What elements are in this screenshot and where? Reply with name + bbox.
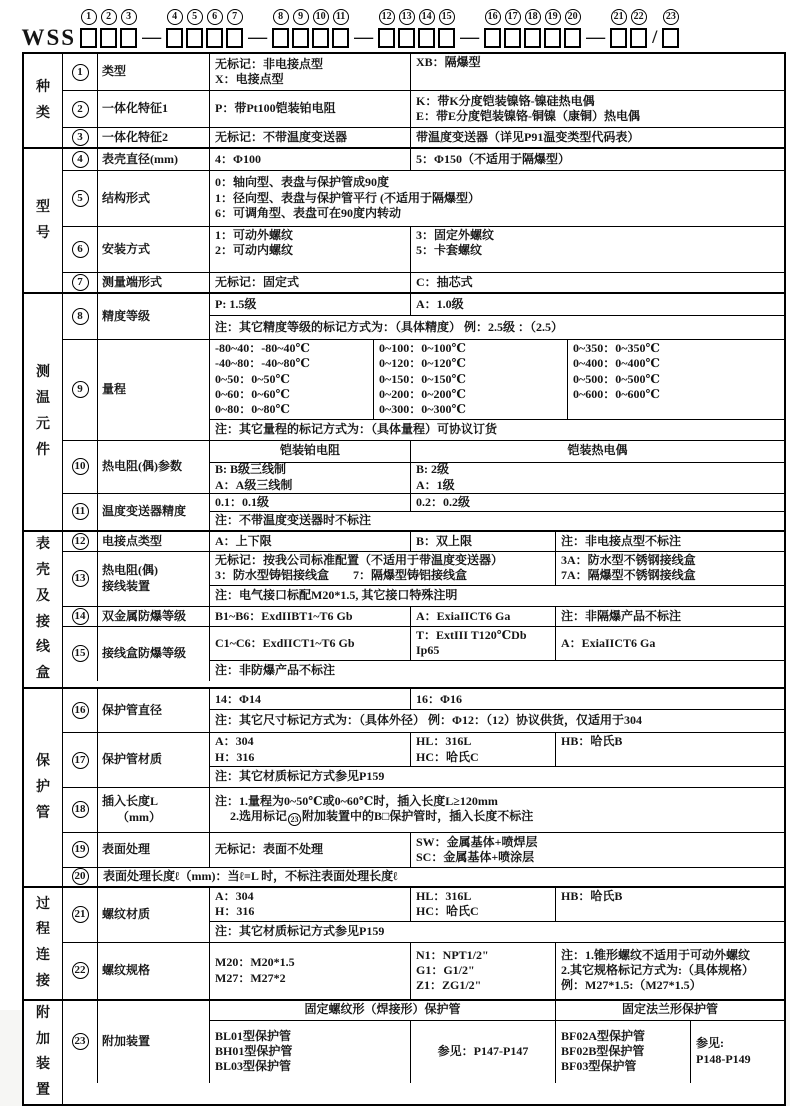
code-digit: 10: [313, 9, 329, 25]
option-line: 1：径向型、表盘与保护管平行 (不适用于隔爆型）: [215, 190, 480, 205]
row-label: 热电阻(偶)参数: [98, 441, 210, 493]
option-line: B：双上限: [416, 533, 473, 548]
code-box: [186, 28, 203, 48]
option-line: E：带E分度铠装镍铬-铜镍（康铜）热电偶: [416, 109, 641, 123]
dash-separator: —: [586, 27, 606, 48]
option-line: 4：Φ100: [215, 151, 261, 166]
option-line: 0.1：0.1级: [215, 494, 270, 509]
row-label: 插入长度L （mm）: [98, 788, 210, 832]
option-cell: [210, 494, 410, 511]
model-code-header: [0, 0, 790, 48]
code-box: [120, 28, 137, 48]
row-number: 18: [63, 788, 98, 832]
code-prefix-unit: [22, 6, 78, 48]
code-digit: 16: [485, 9, 501, 25]
code-digit: 6: [207, 9, 223, 25]
option-cell: [410, 607, 555, 626]
option-line: X：电接点型: [215, 72, 284, 86]
option-line: BH01型保护管: [215, 1043, 293, 1058]
table-row-8: [63, 294, 784, 339]
option-cell: [210, 91, 410, 127]
table-row-1: [63, 54, 784, 90]
code-digit: 15: [439, 9, 455, 25]
code-box: [332, 28, 349, 48]
option-line: A：ExiaIICT6 Ga: [561, 635, 656, 650]
code-box: [312, 28, 329, 48]
code-digit: 4: [167, 9, 183, 25]
reference-line: 参见:: [696, 1036, 724, 1051]
option-line: 0~600：0~600℃: [573, 387, 660, 402]
code-box: [418, 28, 435, 48]
row-label: 热电阻(偶) 接线装置: [98, 552, 210, 606]
row-label: 结构形式: [98, 171, 210, 226]
row-number: 10: [63, 441, 98, 493]
note-line: 注：其它尺寸标记方式为：（具体外径） 例：Φ12：（12）协议供货，仅适用于304: [210, 709, 784, 732]
option-line: 无标记：不带温度变送器: [215, 129, 348, 144]
option-cell: [555, 943, 784, 999]
option-cell: [210, 273, 410, 292]
row-label: 附加装置: [98, 1001, 210, 1083]
option-line: A：304: [215, 734, 254, 749]
option-line: 7A：隔爆型不锈钢接线盒: [561, 568, 696, 583]
option-cell: [410, 532, 555, 551]
code-digit: 3: [121, 9, 137, 25]
code-digit: 20: [565, 9, 581, 25]
option-line: 14：Φ14: [215, 691, 261, 706]
range-cell: [210, 340, 373, 419]
table-row-10: [63, 440, 784, 493]
row-label: 量程: [98, 340, 210, 440]
merged-row-cell: [98, 868, 784, 886]
code-digit: 23: [663, 9, 679, 25]
row-number: 23: [63, 1001, 98, 1083]
option-line: 注：非隔爆产品不标注: [561, 608, 682, 623]
option-line: M20：M20*1.5: [215, 955, 295, 970]
option-line: B: 2级: [416, 462, 450, 477]
code-box: [564, 28, 581, 48]
code-digit: 11: [333, 9, 349, 25]
option-cell: [555, 552, 784, 585]
row-label: 精度等级: [98, 294, 210, 339]
code-box: [544, 28, 561, 48]
code-box: [484, 28, 501, 48]
option-line: 0~350：0~350℃: [573, 341, 660, 355]
code-box: [630, 28, 647, 48]
code-digit: 2: [101, 9, 117, 25]
code-digit: 21: [611, 9, 627, 25]
option-line: N1：NPT1/2": [416, 947, 489, 962]
note-line: 注：非防爆产品不标注: [210, 660, 784, 681]
code-digit: 12: [379, 9, 395, 25]
code-digit: 19: [545, 9, 561, 25]
option-line: 0~200：0~200℃: [379, 387, 466, 402]
note-line: 注：其它精度等级的标记方式为：（具体精度） 例：2.5级 ：（2.5）: [210, 315, 784, 339]
row-label: 表面处理: [98, 833, 210, 867]
row-number: 8: [63, 294, 98, 339]
option-cell: [410, 227, 784, 272]
band-thermowell: [24, 687, 784, 886]
option-line: -80~40：-80~40℃: [215, 341, 310, 355]
option-cell: [555, 607, 784, 626]
reference-cell: [410, 1021, 555, 1083]
model-code-line: [20, 6, 790, 48]
row-label: 安装方式: [98, 227, 210, 272]
code-digit: 14: [419, 9, 435, 25]
option-line: 无标记：按我公司标准配置（不适用于带温度变送器）: [215, 553, 504, 568]
row-number: 1: [63, 54, 98, 90]
option-line: 5：卡套螺纹: [416, 243, 483, 258]
option-cell: [210, 171, 784, 226]
table-row-20: [63, 867, 784, 886]
option-line: HB：哈氏B: [561, 888, 623, 903]
table-row-12: [63, 532, 784, 551]
option-cell: [410, 149, 784, 170]
row-number: 14: [63, 607, 98, 626]
option-line: 注：非电接点型不标注: [561, 533, 682, 548]
option-cell: [410, 128, 784, 147]
option-line: 0~400：0~400℃: [573, 356, 660, 371]
option-line: P: 1.5级: [215, 296, 257, 311]
option-line: 16：Φ16: [416, 691, 462, 706]
reference-cell: [690, 1021, 784, 1083]
option-line: 带温度变送器（详见P91温变类型代码表）: [416, 129, 640, 144]
option-line: 3A：防水型不锈钢接线盒: [561, 553, 696, 568]
dash-separator: —: [142, 27, 162, 48]
insertion-note-cell: [210, 788, 784, 832]
option-line: -40~80：-40~80℃: [215, 356, 310, 371]
table-row-21: [63, 888, 784, 942]
option-line: BF03型保护管: [561, 1059, 637, 1074]
code-digit: 22: [631, 9, 647, 25]
option-cell: [410, 463, 784, 493]
band-category: [24, 54, 784, 147]
code-digit: 13: [399, 9, 415, 25]
note-line: 注：1.锥形螺纹不适用于可动外螺纹: [561, 947, 751, 962]
option-line: 无标记：固定式: [215, 274, 300, 289]
option-cell: [410, 294, 784, 315]
option-cell: [555, 532, 784, 551]
option-cell: [410, 627, 555, 660]
code-box: [662, 28, 679, 48]
row-label: 类型: [98, 54, 210, 90]
option-line: M27：M27*2: [215, 970, 286, 985]
table-row-4: [63, 149, 784, 170]
table-row-18: [63, 787, 784, 832]
table-row-6: [63, 226, 784, 272]
note-line: 注：不带温度变送器时不标注: [210, 511, 784, 530]
option-line: 0：轴向型、表盘与保护管成90度: [215, 175, 390, 190]
option-line: T：ExtIII T120℃Db Ip65: [416, 627, 527, 658]
option-line: BL01型保护管: [215, 1028, 292, 1043]
row-label: 保护管直径: [98, 689, 210, 732]
code-box: [378, 28, 395, 48]
option-cell: [210, 943, 410, 999]
option-line: G1：G1/2": [416, 962, 475, 977]
row-number: 17: [63, 733, 98, 787]
category-label: 种类: [24, 54, 63, 147]
row-number: 2: [63, 91, 98, 127]
option-cell: [410, 689, 784, 709]
note-line: 2.其它规格标记方式为:（具体规格）: [561, 962, 754, 977]
option-cell: [410, 733, 555, 766]
option-line: P：带Pt100铠装铂电阻: [215, 101, 336, 116]
row-number: 11: [63, 494, 98, 530]
row-number: 9: [63, 340, 98, 440]
note-line: 2.选用标记 23 附加装置中的B□保护管时，插入长度不标注: [215, 809, 779, 827]
code-box: [504, 28, 521, 48]
row-number: 21: [63, 888, 98, 942]
option-cell: [210, 552, 555, 585]
option-line: C1~C6：ExdIICT1~T6 Gb: [215, 635, 355, 650]
row-label: 接线盒防爆等级: [98, 627, 210, 681]
option-line: HB：哈氏B: [561, 734, 623, 749]
table-row-23: [63, 1001, 784, 1083]
option-line: SC：金属基体+喷涂层: [416, 849, 535, 864]
table-row-17: [63, 732, 784, 787]
row-number: 19: [63, 833, 98, 867]
option-cell: [210, 607, 410, 626]
row-number: 7: [63, 273, 98, 292]
band-process-connection: [24, 886, 784, 999]
code-box: [524, 28, 541, 48]
reference-line: 参见：P147-P147: [437, 1043, 529, 1058]
row-label: 表壳直径(mm): [98, 149, 210, 170]
option-line: H：316: [215, 904, 255, 919]
note-line: 注：1.量程为0~50℃或0~60℃时，插入长度L≥120mm: [215, 793, 498, 808]
option-cell: [210, 227, 410, 272]
row-label: 螺纹规格: [98, 943, 210, 999]
table-row-15: [63, 626, 784, 681]
note-line: 注：其它量程的标记方式为：（具体量程）可协议订货: [210, 419, 784, 440]
code-box: [438, 28, 455, 48]
option-line: 表面处理长度ℓ（mm)：当ℓ=L 时，不标注表面处理长度ℓ: [103, 869, 398, 884]
option-line: 5：Φ150（不适用于隔爆型）: [416, 151, 570, 166]
row-number: 15: [63, 627, 98, 681]
option-line: BF02A型保护管: [561, 1028, 646, 1043]
code-box: [398, 28, 415, 48]
option-line: 3：防水型铸铝接线盒 7：隔爆型铸铝接线盒: [215, 568, 468, 583]
code-digit: 18: [525, 9, 541, 25]
option-line: A：上下限: [215, 533, 272, 548]
option-line: C：抽芯式: [416, 274, 473, 289]
option-line: SW：金属基体+喷焊层: [416, 834, 538, 849]
option-line: K：带K分度铠装镍铬-镍硅热电偶: [416, 93, 595, 108]
option-line: 0~150：0~150℃: [379, 371, 466, 386]
band-accessories: [24, 999, 784, 1105]
row-label: 双金属防爆等级: [98, 607, 210, 626]
option-line: 0~120：0~120℃: [379, 356, 466, 371]
row-label: 电接点类型: [98, 532, 210, 551]
row-number: 6: [63, 227, 98, 272]
band-case-and-junction-box: [24, 530, 784, 687]
code-box: [292, 28, 309, 48]
option-line: HC：哈氏C: [416, 904, 479, 919]
option-line: 0~300：0~300℃: [379, 402, 466, 417]
code-prefix: WSS: [21, 25, 77, 50]
circled-23-ref: 23: [288, 813, 301, 826]
option-line: 0.2：0.2级: [416, 494, 471, 509]
option-line: 0~50：0~50℃: [215, 371, 290, 386]
table-row-11: [63, 493, 784, 530]
option-line: BL03型保护管: [215, 1059, 292, 1074]
option-cell: [410, 888, 555, 921]
category-label: 型号: [24, 149, 63, 292]
category-label: 测温元件: [24, 294, 63, 530]
option-line: A：1.0级: [416, 296, 464, 311]
note-line: 例：M27*1.5:（M27*1.5）: [561, 978, 702, 993]
option-line: 1：可动外螺纹: [215, 228, 294, 242]
option-line: 无标记：非电接点型: [215, 56, 324, 71]
option-line: A：ExiaIICT6 Ga: [416, 608, 511, 623]
band-model: [24, 147, 784, 292]
row-number: 3: [63, 128, 98, 147]
option-cell: [410, 494, 784, 511]
option-line: A：A级三线制: [215, 477, 293, 492]
table-row-3: [63, 127, 784, 147]
table-row-2: [63, 90, 784, 127]
dash-separator: —: [248, 27, 268, 48]
code-digit: 9: [293, 9, 309, 25]
option-line: 0~60：0~60℃: [215, 387, 290, 402]
code-box: [272, 28, 289, 48]
option-line: A：304: [215, 888, 254, 903]
row-label: 温度变送器精度: [98, 494, 210, 530]
column-header: 固定法兰形保护管: [555, 1001, 784, 1020]
code-digit: 17: [505, 9, 521, 25]
table-row-13: [63, 551, 784, 606]
row-number: 5: [63, 171, 98, 226]
option-line: Z1：ZG1/2": [416, 978, 482, 993]
option-line: XB：隔爆型: [416, 55, 481, 69]
option-cell: [410, 833, 784, 867]
column-header: 固定螺纹形（焊接形）保护管: [304, 1002, 461, 1017]
code-box: [610, 28, 627, 48]
option-line: 0~500：0~500℃: [573, 371, 660, 386]
option-line: 无标记：表面不处理: [215, 842, 324, 857]
table-row-5: [63, 170, 784, 226]
option-line: B1~B6：ExdIIBT1~T6 Gb: [215, 608, 353, 623]
code-box: [166, 28, 183, 48]
range-cell: [373, 340, 567, 419]
table-row-19: [63, 832, 784, 867]
option-line: 6：可调角型、表盘可在90度内转动: [215, 206, 402, 221]
option-line: 0~80：0~80℃: [215, 402, 290, 417]
code-box: [80, 28, 97, 48]
band-sensing-element: [24, 292, 784, 530]
table-row-9: [63, 339, 784, 440]
option-line: 0~100：0~100℃: [379, 341, 466, 355]
note-line: 注：其它材质标记方式参见P159: [210, 766, 784, 787]
slash-separator: /: [652, 27, 658, 48]
note-line: 注：电气接口标配M20*1.5, 其它接口特殊注明: [210, 585, 784, 606]
row-number: 12: [63, 532, 98, 551]
code-box: [206, 28, 223, 48]
code-digit: 7: [227, 9, 243, 25]
option-cell: [410, 91, 784, 127]
option-cell: [210, 627, 410, 660]
row-label: 保护管材质: [98, 733, 210, 787]
option-line: A：1级: [416, 477, 455, 492]
table-row-22: [63, 942, 784, 999]
note-line: 注：其它材质标记方式参见P159: [210, 921, 784, 942]
code-box: [100, 28, 117, 48]
row-label: 螺纹材质: [98, 888, 210, 942]
ordering-code-table: [22, 52, 786, 1106]
option-cell: [555, 888, 784, 921]
option-cell: [210, 888, 410, 921]
category-label: 附加装置: [24, 1001, 63, 1105]
option-cell: [210, 54, 410, 90]
table-row-16: [63, 689, 784, 732]
option-line: HL：316L: [416, 734, 472, 749]
dash-separator: —: [354, 27, 374, 48]
option-line: HC：哈氏C: [416, 749, 479, 764]
row-number: 4: [63, 149, 98, 170]
category-label: 保护管: [24, 689, 63, 886]
option-line: 3：固定外螺纹: [416, 228, 495, 242]
row-label: 一体化特征2: [98, 128, 210, 147]
row-number: 16: [63, 689, 98, 732]
code-box: [226, 28, 243, 48]
dash-separator: —: [460, 27, 480, 48]
range-cell: [567, 340, 784, 419]
option-cell: [410, 943, 555, 999]
option-line: HL：316L: [416, 888, 472, 903]
table-row-7: [63, 272, 784, 292]
option-cell: [210, 463, 410, 493]
option-line: H：316: [215, 749, 255, 764]
code-digit: 5: [187, 9, 203, 25]
category-label: 过程连接: [24, 888, 63, 999]
row-label: 一体化特征1: [98, 91, 210, 127]
option-cell: [210, 149, 410, 170]
option-cell: [210, 689, 410, 709]
category-label: 表壳及接线盒: [24, 532, 63, 687]
option-cell: [210, 128, 410, 147]
option-cell: [555, 627, 784, 660]
row-label: 测量端形式: [98, 273, 210, 292]
option-line: B: B级三线制: [215, 462, 287, 477]
code-digit: 1: [81, 9, 97, 25]
option-cell: [410, 273, 784, 292]
option-cell: [555, 1021, 690, 1083]
column-header: 铠装铂电阻: [279, 443, 340, 458]
option-cell: [410, 54, 784, 90]
row-number: 22: [63, 943, 98, 999]
option-cell: [210, 733, 410, 766]
row-number: 20: [63, 868, 98, 886]
row-number: 13: [63, 552, 98, 606]
option-cell: [210, 294, 410, 315]
option-cell: [210, 532, 410, 551]
option-line: BF02B型保护管: [561, 1043, 645, 1058]
table-row-14: [63, 606, 784, 626]
reference-line: P148-P149: [696, 1051, 751, 1066]
column-header: 铠装热电偶: [410, 441, 784, 462]
code-digit: 8: [273, 9, 289, 25]
option-line: 2：可动内螺纹: [215, 243, 294, 258]
option-cell: [555, 733, 784, 766]
option-cell: [210, 833, 410, 867]
option-cell: [210, 1021, 410, 1083]
